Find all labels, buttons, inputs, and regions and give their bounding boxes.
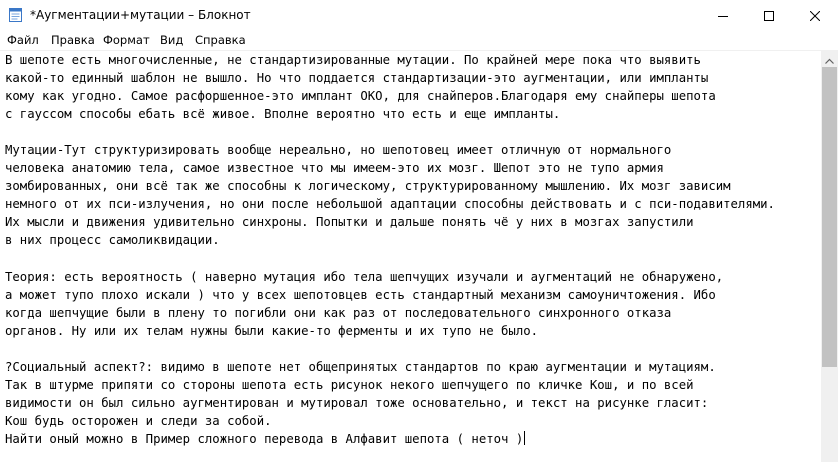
scroll-up-button[interactable] [821,50,838,67]
document-line: видимости он был сильно аугментирован и мутировал тоже основательно, и текст на рисунке гласит: [5,395,709,410]
document-line: когда шепчущие были в плену то погибли они как раз от последовательного синхронного отказа [5,305,672,320]
document-line: Теория: есть вероятность ( наверно мутация ибо тела шепчущих изучали и аугментаций не обнаружено, [5,269,724,284]
document-line: с гауссом способы ебать всё живое. Вполне вероятно что есть и еще импланты. [5,107,561,122]
close-icon [810,6,820,25]
document-line: Кош будь осторожен и следи за собой. [5,413,272,428]
document-line: зомбированных, они всё так же способны к логическому, структурированному мышлению. Их мозг зависим [5,179,731,194]
chevron-up-icon [825,49,834,68]
text-editor[interactable] [0,50,821,463]
document-line: в них процесс самоликвидации. [5,233,220,248]
menu-help[interactable]: Справка [195,33,246,47]
maximize-icon [764,6,774,25]
text-caret [524,431,525,445]
minimize-button[interactable] [700,0,746,30]
menu-bar [0,30,838,50]
document-line: Так в штурме припяти со стороны шепота есть рисунок некого шепчущего по кличке Кош, и по всей [5,377,694,392]
minimize-icon [718,6,728,25]
maximize-button[interactable] [746,0,792,30]
title-bar[interactable] [0,0,838,30]
document-line: Их мысли и движения удивительно синхроны. Попытки и дальше понять чё у них в мозгах запустили [5,215,694,230]
document-text[interactable] [5,51,775,448]
menu-view[interactable]: Вид [160,33,184,47]
document-line: какой-то единный шаблон не вышло. Но что поддается стандартизации-это аугментации, или импланты [5,71,709,86]
document-line: ?Социальный аспект?: видимо в шепоте нет общепринятых стандартов по краю аугментации и мутациям. [5,359,716,374]
document-line: кому как угодно. Самое расфоршенное-это имплант ОКО, для снайперов.Благодаря ему снайперы шепота [5,89,716,104]
document-line: а может тупо плохо искали ) что у всех шепотовцев есть стандартный механизм самоуничтожения. Ибо [5,287,716,302]
vertical-scrollbar[interactable] [821,50,838,462]
window-title: *Аугментации+мутации – Блокнот [30,8,251,22]
document-line: органов. Ну или их телам нужны были какие-то ферменты и их тупо не было. [5,323,539,338]
notepad-icon [9,7,22,22]
document-line: Найти оный можно в Пример сложного перевода в Алфавит шепота ( неточ ) [5,431,524,446]
scrollbar-thumb[interactable] [822,67,837,367]
document-line: человека анатомию тела, самое известное что мы имеем-это их мозг. Шепот это не тупо армия [5,161,664,176]
document-line: немного от их пси-излучения, но они после небольшой адаптации способны действовать и с пси-подавителями. [5,197,775,212]
menu-file[interactable]: Файл [7,33,39,47]
document-line: В шепоте есть многочисленные, не стандартизированные мутации. По крайней мере пока что выявить [5,53,701,67]
close-button[interactable] [792,0,838,30]
document-line: Мутации-Тут структуризировать вообще нереально, но шепотовец имеет отличную от нормального [5,143,672,158]
menu-format[interactable]: Формат [103,33,150,47]
menu-edit[interactable]: Правка [51,33,95,47]
